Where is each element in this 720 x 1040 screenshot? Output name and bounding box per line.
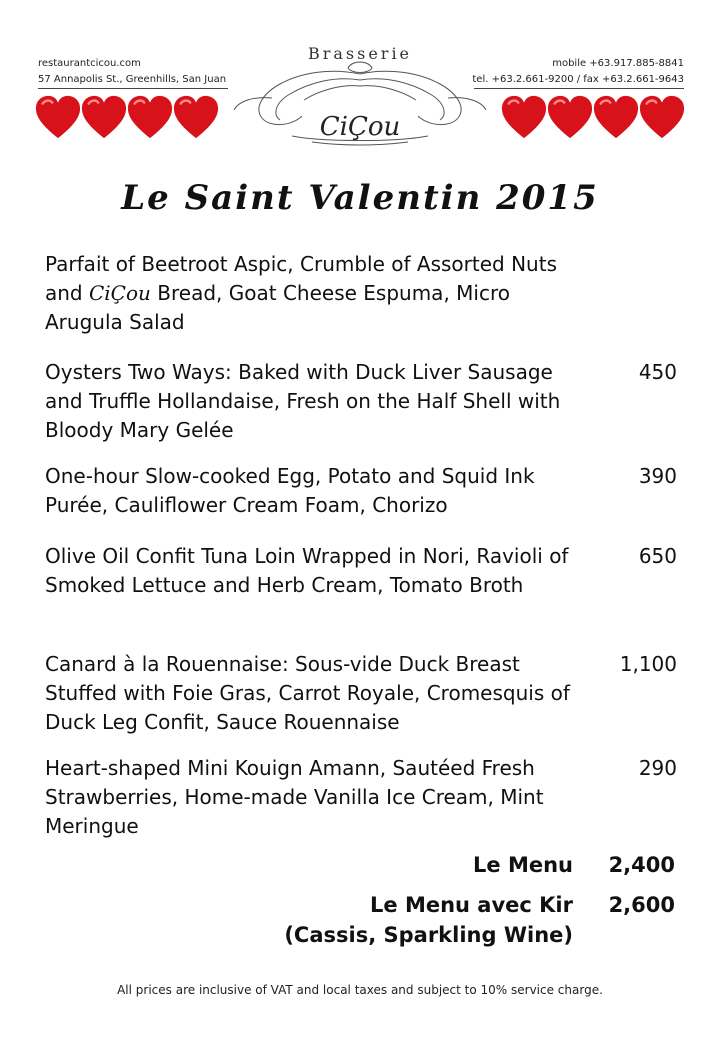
page-title: Le Saint Valentin 2015 xyxy=(121,178,599,218)
address-text: 57 Annapolis St., Greenhills, San Juan xyxy=(38,74,227,85)
heart-icon xyxy=(80,94,128,142)
le-menu-kir-sub-text: (Cassis, Sparkling Wine) xyxy=(284,923,573,947)
menu-item xyxy=(45,462,677,520)
heart-icon xyxy=(638,94,686,142)
logo-brasserie-text: Brasserie xyxy=(307,44,413,63)
mobile-text: mobile +63.917.885-8841 xyxy=(552,58,684,69)
heart-icon xyxy=(546,94,594,142)
menu-item-price: 650 xyxy=(638,544,677,568)
menu-item xyxy=(45,754,677,841)
logo-name-text: CiÇou xyxy=(319,112,401,142)
le-menu-kir-price: 2,600 xyxy=(608,893,675,917)
menu-item-description: One-hour Slow-cooked Egg, Potato and Squid Ink Purée, Cauliflower Cream Foam, Chorizo xyxy=(45,464,535,517)
menu-item-description: Olive Oil Confit Tuna Loin Wrapped in Nori, Ravioli of Smoked Lettuce and Herb Cream, Tomato Broth xyxy=(45,544,569,597)
brand-name-text: CiÇou xyxy=(88,281,151,305)
heart-icon xyxy=(172,94,220,142)
menu-item xyxy=(45,250,677,337)
menu-item-price: 1,100 xyxy=(619,652,677,676)
phone-fax-text: tel. +63.2.661-9200 / fax +63.2.661-9643 xyxy=(472,74,684,85)
heart-icon xyxy=(126,94,174,142)
menu-item-price: 290 xyxy=(638,756,677,780)
contact-left xyxy=(38,56,226,88)
menu-item-price: 450 xyxy=(638,360,677,384)
hearts-right xyxy=(500,94,684,146)
le-menu-label: Le Menu xyxy=(473,853,573,877)
menu-item-description: Heart-shaped Mini Kouign Amann, Sautéed Fresh Strawberries, Home-made Vanilla Ice Cream, Mint Meringue xyxy=(45,756,544,838)
description-text: Parfait of Beetroot Aspic, Crumble of Assorted Nuts and xyxy=(45,252,557,305)
menu-item xyxy=(45,542,677,600)
heart-icon xyxy=(34,94,82,142)
brasserie-logo xyxy=(232,38,488,150)
hearts-left xyxy=(34,94,218,146)
heart-icon xyxy=(592,94,640,142)
header-rule-left xyxy=(38,88,228,89)
menu-item xyxy=(45,650,677,737)
le-menu-price: 2,400 xyxy=(608,853,675,877)
header-rule-right xyxy=(474,88,684,89)
menu-item-description: Canard à la Rouennaise: Sous-vide Duck Breast Stuffed with Foie Gras, Carrot Royale, Cromesquis of Duck Leg Confit, Sauce Rouennaise xyxy=(45,652,570,734)
description-text: Bread, Goat Cheese Espuma, Micro Arugula Salad xyxy=(45,281,510,334)
menu-item-description xyxy=(45,250,585,337)
menu-item-price: 390 xyxy=(638,464,677,488)
website-text: restaurantcicou.com xyxy=(38,58,141,69)
footer-note: All prices are inclusive of VAT and local taxes and subject to 10% service charge. xyxy=(117,983,603,997)
menu-item-description: Oysters Two Ways: Baked with Duck Liver Sausage and Truffle Hollandaise, Fresh on the Half Shell with Bloody Mary Gelée xyxy=(45,360,561,442)
heart-icon xyxy=(500,94,548,142)
menu-item xyxy=(45,358,677,445)
le-menu-kir-label xyxy=(284,890,573,950)
contact-right xyxy=(472,56,684,88)
le-menu-kir-label-text: Le Menu avec Kir xyxy=(370,893,573,917)
